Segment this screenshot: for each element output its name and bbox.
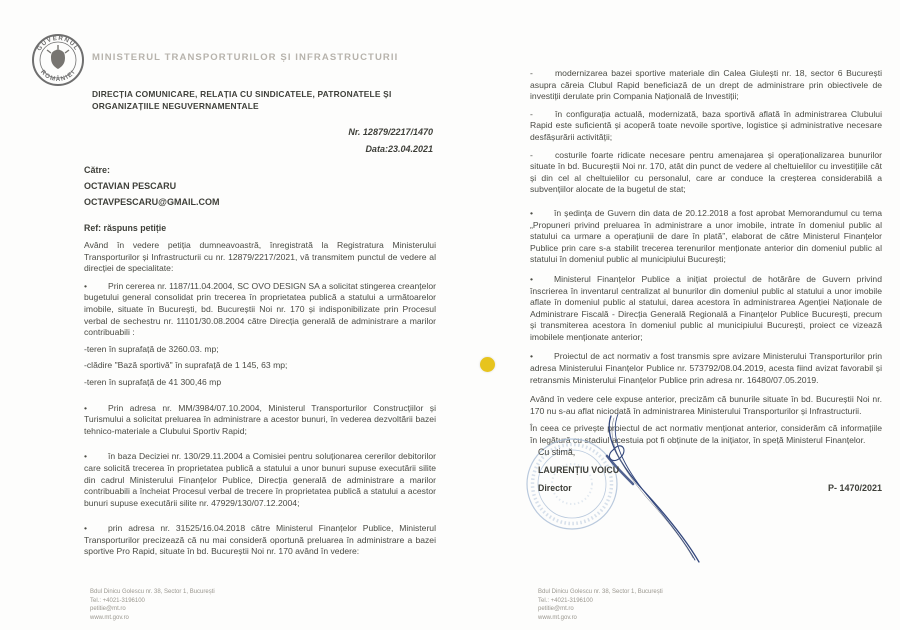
bullet-marker: • bbox=[84, 280, 88, 291]
phone-line: Tel.: +4021-3196100 bbox=[538, 597, 593, 604]
bullet-item bbox=[530, 208, 882, 266]
seal-bottom-text: ROMÂNIEI bbox=[39, 68, 77, 84]
address-line: Bdul Dinicu Golescu nr. 38, Sector 1, București bbox=[538, 589, 663, 595]
government-seal bbox=[31, 32, 85, 88]
paragraph-text: în baza Deciziei nr. 130/29.11.2004 a Comisiei pentru soluționarea cererilor debitorilor care solicită trecerea în proprietatea publică a statului a unor bunuri supuse executării silite din cadrul Ministerului Finanțelor Publice, Direcția generală de administrare a marilor contribuabili a încheiat Procesul verbal de trecere în proprietatea publică a statului a acestor bunuri supuse executării silite nr. 47929/130/07.12.2004; bbox=[84, 451, 436, 508]
paragraph-text: în ședința de Guvern din data de 20.12.2018 a fost aprobat Memorandumul cu tema „Propuneri privind preluarea în administrare a unor imobile, intrate în domeniul public al statului ca urmare a operațiunii de dare în plată”, elaborat de către Ministerul Finanțelor Publice prin care s-a stabilit trecerea terenurilor menționate anterior din domeniul public al statului în domeniul public al municipiului București; bbox=[530, 207, 882, 265]
email-line: petitie@mt.ro bbox=[90, 606, 126, 612]
subject-line: Ref: răspuns petiție bbox=[84, 223, 167, 233]
intro-paragraph bbox=[84, 240, 436, 275]
department-title: DIRECȚIA COMUNICARE, RELAȚIA CU SINDICATELE, PATRONATELE ȘI ORGANIZAȚIILE NEGUVERNAMENTALE bbox=[92, 89, 392, 111]
bullet-item bbox=[84, 403, 436, 438]
right-column bbox=[530, 60, 882, 447]
recipient-email: OCTAVPESCARU@GMAIL.COM bbox=[84, 197, 220, 207]
website-line: www.mt.gov.ro bbox=[90, 614, 129, 621]
property-line bbox=[84, 360, 436, 372]
paragraph-text: prin adresa nr. 31525/16.04.2018 către Ministerul Finanțelor Publice, Ministerul Transporturilor precizează că nu mai consideră oportună preluarea în administrare a bazei sportive Pro Rapid, situate în bd. Bucureștii Noi nr. 170 având în vedere: bbox=[84, 523, 436, 557]
ministry-title: MINISTERUL TRANSPORTURILOR ȘI INFRASTRUCTURII bbox=[92, 52, 399, 63]
reference-number: P- 1470/2021 bbox=[827, 483, 882, 493]
paragraph-text: în configurația actuală, modernizată, baza sportivă aflată în administrarea Clubului Rapid este suficientă și acoperă toate nevoile sportive, logistice și administrative necesare desfășurării activității; bbox=[530, 108, 882, 142]
property-line bbox=[84, 344, 436, 356]
website-line: www.mt.gov.ro bbox=[538, 614, 577, 621]
bullet-item bbox=[84, 523, 436, 558]
coat-of-arms-icon bbox=[47, 45, 69, 69]
signatory-title: Director bbox=[538, 483, 572, 493]
paragraph-text: -teren în suprafață de 41 300,46 mp bbox=[84, 376, 222, 387]
dash-marker: - bbox=[530, 68, 533, 78]
paragraph-text: Prin adresa nr. MM/3984/07.10.2004, Ministerul Transporturilor Construcțiilor și Turismului a solicitat preluarea în administrare a acestor bunuri, în vederea dezvoltării bazei tehnico-materiale a Clubului Sportiv Rapid; bbox=[84, 402, 436, 436]
bullet-marker: • bbox=[530, 207, 534, 218]
dash-marker: - bbox=[530, 108, 533, 119]
dash-item bbox=[530, 109, 882, 144]
document-number: Nr. 12879/2217/1470 bbox=[348, 127, 433, 137]
phone-line: Tel.: +4021-3196100 bbox=[90, 597, 145, 604]
paragraph-text: Având în vedere cele expuse anterior, precizăm că bunurile situate în bd. Bucureștii Noi nr. 170 nu s-au aflat niciodată în administrarea Ministerului Transporturilor și Infrastructurii. bbox=[530, 394, 882, 416]
dash-item bbox=[530, 68, 882, 103]
paragraph-text: Proiectul de act normativ a fost transmis spre avizare Ministerului Transporturilor prin adresa Ministerului Finanțelor Publice nr. 573792/08.04.2019, acesta fiind avizat favorabil și retransmis Ministerului Finanțelor Publice prin adresa nr. 16480/07.05.2019. bbox=[530, 351, 882, 385]
email-line: petitie@mt.ro bbox=[538, 606, 574, 612]
closing-block bbox=[538, 443, 738, 497]
paragraph-text: Având în vedere petiția dumneavoastră, înregistrată la Registratura Ministerului Transporturilor și Infrastructurii cu nr. 12879/2217/2021, vă transmitem punctul de vedere al direcției de specialitate: bbox=[84, 240, 436, 274]
bullet-marker: • bbox=[84, 451, 88, 462]
paragraph-text: În ceea ce privește proiectul de act normativ menționat anterior, considerăm că informațiile în legătură cu stadiul acestuia pot fi obținute de la inițiator, în speță Ministerul Finanțelor. bbox=[530, 423, 882, 446]
recipient-name: OCTAVIAN PESCARU bbox=[84, 181, 177, 191]
footer-left bbox=[90, 588, 310, 622]
paragraph-text: -clădire "Bază sportivă" în suprafață de 1 145, 63 mp; bbox=[84, 360, 288, 371]
paragraph-text: modernizarea bazei sportive materiale din Calea Giulești nr. 18, sector 6 București asupra căreia Clubul Rapid beneficiază de un drept de administrare prin obiectivele de investiții derulate prin Compania Națională de Investiții; bbox=[530, 68, 882, 102]
paragraph-text: costurile foarte ridicate necesare pentru amenajarea și operaționalizarea bunurilor situate în bd. Bucureștii Noi nr. 170, atât din punct de vedere al cheltuielilor cu investițiile cât și din cel al cheltuielilor cu personalul, care ar conduce la creșterea considerabilă a subvențiilor alocate de la bugetul de stat; bbox=[530, 149, 882, 195]
bullet-item bbox=[84, 451, 436, 509]
seal-top-text: GUVERNUL bbox=[35, 34, 81, 53]
highlight-dot bbox=[480, 357, 495, 372]
paragraph-text: Prin cererea nr. 1187/11.04.2004, SC OVO DESIGN SA a solicitat stingerea creanțelor bugetului general consolidat prin trecerea în proprietatea publică a statului a următoarelor imobile, situate în București, bd. Bucureștii Noi nr. 170 și indisponibilizate prin Procesul verbal de sechestru nr. 11101/30.08.2004 către Direcția generală de administrare a marilor contribuabili : bbox=[84, 280, 436, 338]
footer-right bbox=[538, 588, 758, 622]
paragraph-text: Ministerul Finanțelor Publice a inițiat proiectul de hotărâre de Guvern privind înscrierea în inventarul centralizat al bunurilor din domeniul public al statului a unor imobile aflate în domeniul public al statului, darea acestora în administrarea Agenției Naționale de Administrare Fiscală - Direcția Generală Regională a Finanțelor Publice București, precum și transmiterea acestora în domeniul public al municipiului București, proiect ce vizează imobilele menționate anterior; bbox=[530, 273, 882, 342]
dash-item bbox=[530, 150, 882, 196]
closing-salutation: Cu stimă, bbox=[538, 447, 576, 457]
bullet-marker: • bbox=[84, 402, 88, 413]
bullet-marker: • bbox=[84, 523, 88, 534]
bullet-item bbox=[530, 351, 882, 386]
bullet-marker: • bbox=[530, 351, 534, 362]
dash-marker: - bbox=[530, 149, 533, 160]
address-line: Bdul Dinicu Golescu nr. 38, Sector 1, București bbox=[90, 589, 215, 595]
paragraph-text: -teren în suprafață de 3260.03. mp; bbox=[84, 343, 219, 354]
left-column bbox=[84, 155, 436, 558]
document-meta bbox=[250, 124, 433, 158]
bullet-item bbox=[530, 274, 882, 344]
bullet-marker: • bbox=[530, 273, 534, 284]
recipient-label: Către: bbox=[84, 165, 111, 175]
property-line bbox=[84, 377, 436, 389]
document-date: Data:23.04.2021 bbox=[365, 144, 433, 154]
signatory-name: LAURENȚIU VOICU bbox=[538, 465, 620, 475]
bullet-item bbox=[84, 281, 436, 339]
conclusion-paragraph bbox=[530, 394, 882, 417]
